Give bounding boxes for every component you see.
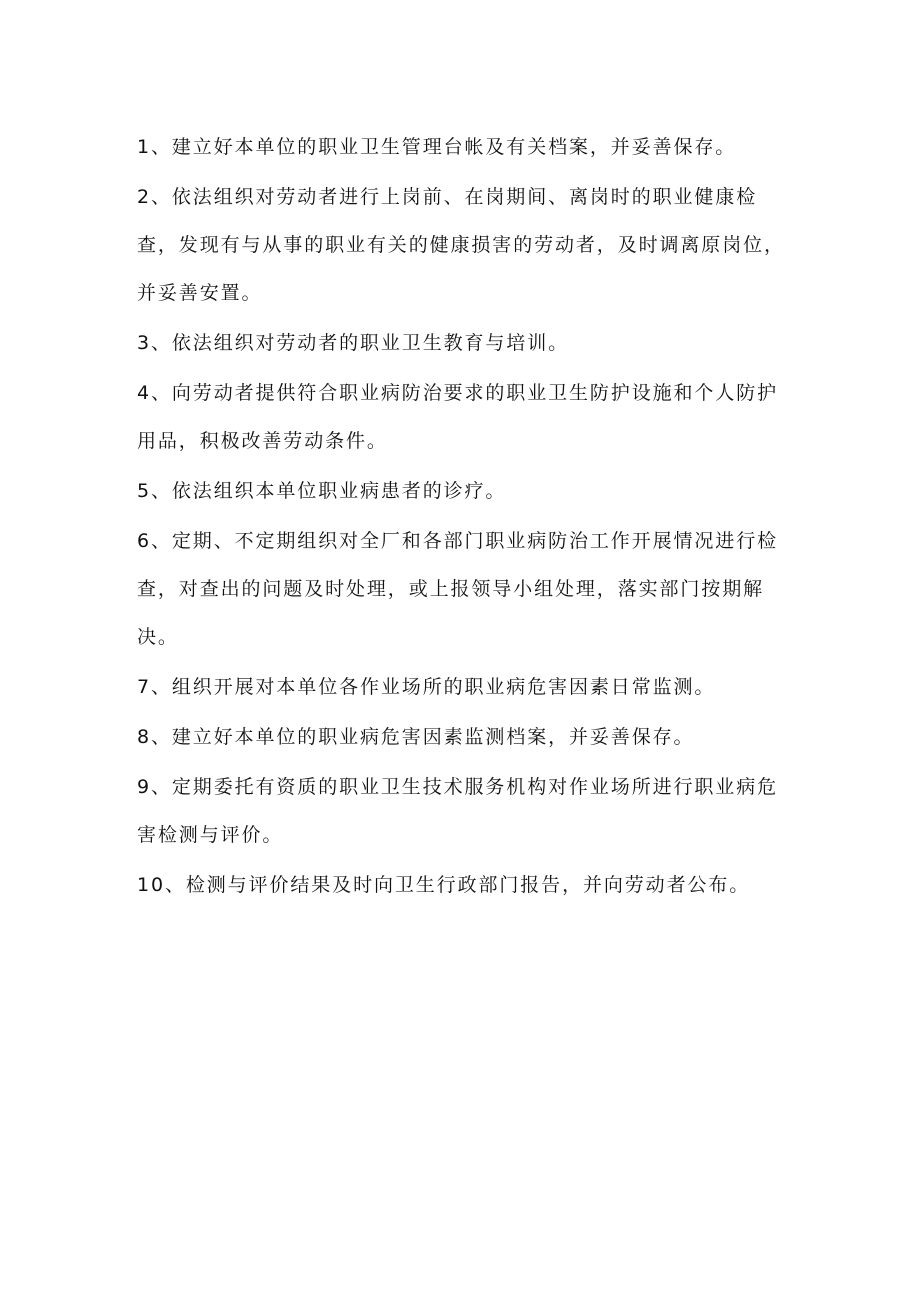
list-item: 8、建立好本单位的职业病危害因素监测档案，并妥善保存。 [137, 726, 695, 748]
list-item: 7、组织开展对本单位各作业场所的职业病危害因素日常监测。 [137, 676, 716, 698]
list-item: 5、依法组织本单位职业病患者的诊疗。 [137, 480, 507, 502]
list-item: 10、检测与评价结果及时向卫生行政部门报告，并向劳动者公布。 [137, 874, 751, 896]
list-item: 2、依法组织对劳动者进行上岗前、在岗期间、离岗时的职业健康检查，发现有与从事的职业有关的健康损害的劳动者，及时调离原岗位，并妥善安置。 [137, 186, 785, 304]
list-item: 9、定期委托有资质的职业卫生技术服务机构对作业场所进行职业病危害检测与评价。 [137, 776, 778, 846]
list-item: 6、定期、不定期组织对全厂和各部门职业病防治工作开展情况进行检查，对查出的问题及时处理，或上报领导小组处理，落实部门按期解决。 [137, 530, 778, 648]
duty-list [137, 123, 787, 911]
list-item: 1、建立好本单位的职业卫生管理台帐及有关档案，并妥善保存。 [137, 136, 737, 158]
list-item: 4、向劳动者提供符合职业病防治要求的职业卫生防护设施和个人防护用品，积极改善劳动条件。 [137, 382, 778, 452]
list-item: 3、依法组织对劳动者的职业卫生教育与培训。 [137, 332, 569, 354]
